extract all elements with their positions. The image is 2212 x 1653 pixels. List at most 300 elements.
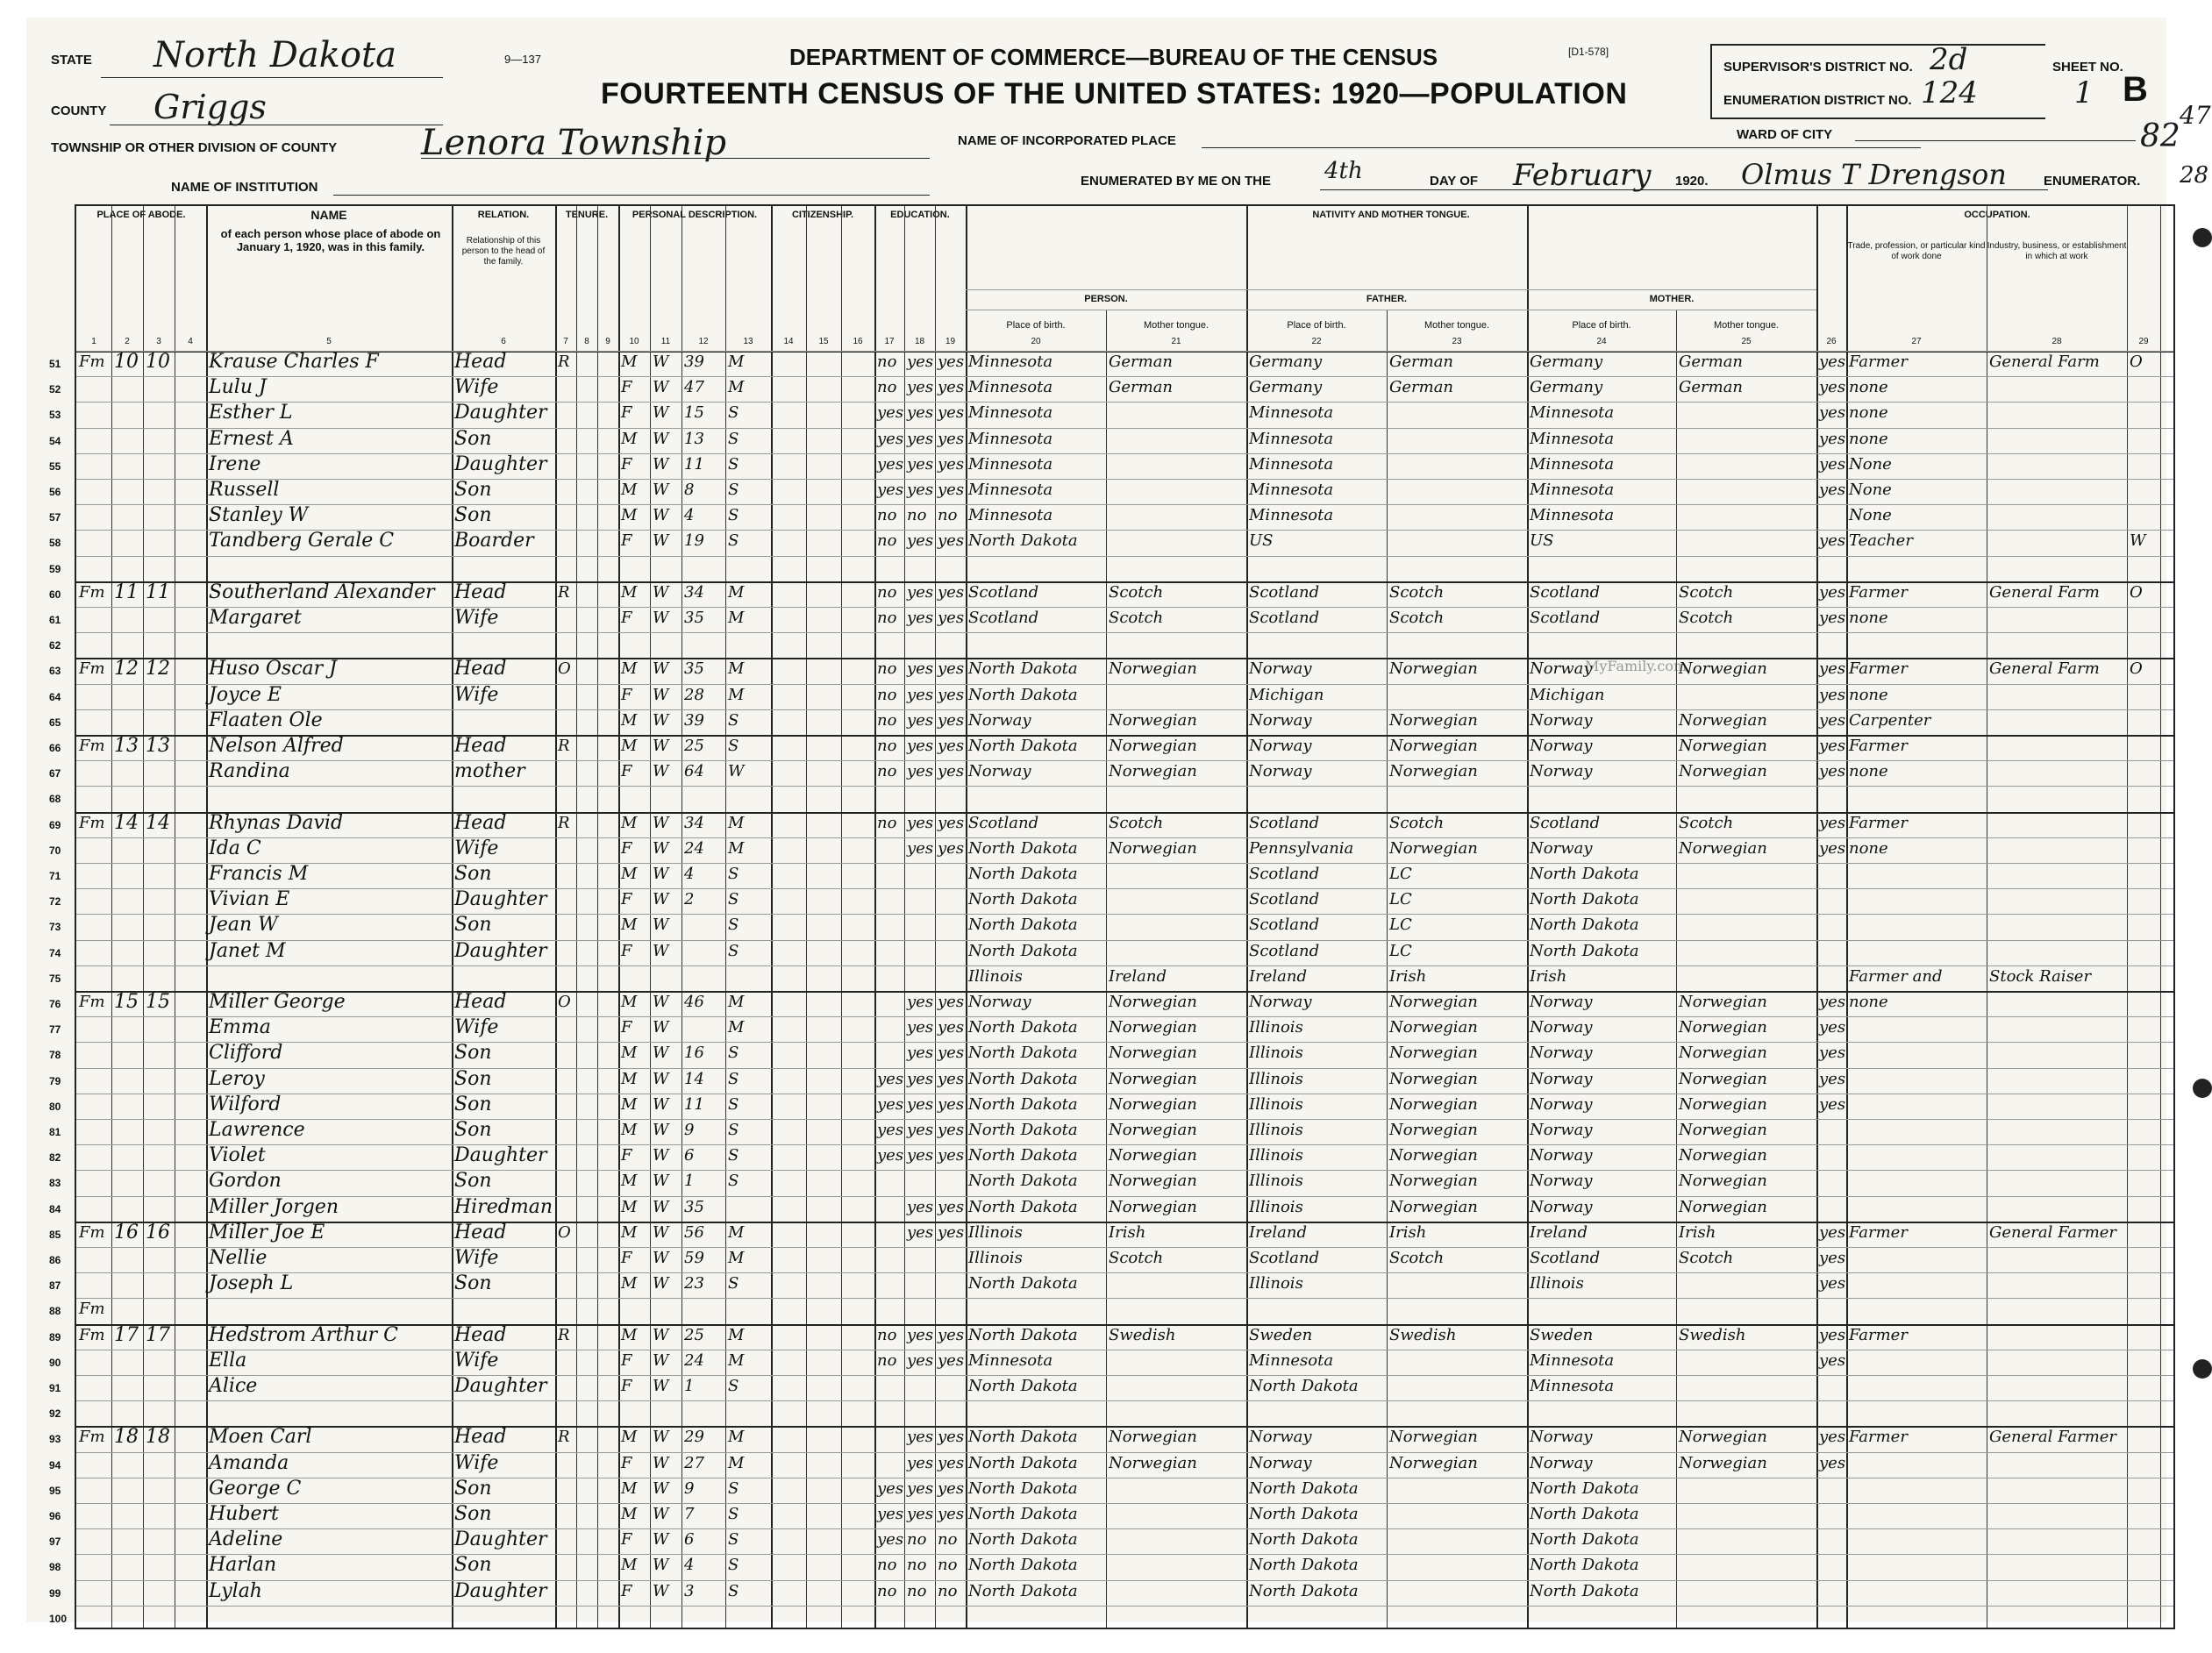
cell-fam [146, 1527, 174, 1553]
cell-mtongue: Scotch [1679, 1249, 1734, 1267]
cell-cls [2130, 964, 2159, 990]
cell-name: Rhynas David [209, 811, 344, 834]
cell-rel: Daughter [454, 452, 547, 475]
cell-mtongue: Norwegian [1679, 1121, 1767, 1139]
cell-ftongue [1389, 554, 1526, 581]
cell-tongue: Scotch [1109, 582, 1164, 602]
line-number: 88 [49, 1305, 61, 1318]
cell-tongue: Norwegian [1109, 737, 1197, 755]
cell-sch [877, 1399, 903, 1425]
cell-trade [1849, 1040, 1986, 1066]
cell-trade [1849, 1066, 1986, 1093]
cell-mtongue [1679, 1373, 1816, 1400]
cell-race [653, 1399, 681, 1425]
cell-ftongue: German [1389, 353, 1454, 371]
line-number: 60 [49, 588, 61, 601]
cell-mbirth: Minnesota [1530, 429, 1615, 448]
cell-trade: None [1849, 481, 1892, 499]
cell-abode [79, 1015, 111, 1041]
cell-mtongue: Swedish [1679, 1325, 1746, 1344]
cell-mtongue [1679, 938, 1816, 965]
cell-mar: S [728, 1530, 739, 1550]
group-tenure: TENURE. [565, 210, 609, 220]
cell-race: W [653, 1146, 669, 1165]
cell-read: yes [907, 762, 934, 781]
cell-sp: yes [1819, 1249, 1846, 1267]
cell-age: 9 [684, 1478, 695, 1498]
cell-sex: M [621, 1222, 638, 1242]
cell-sp: yes [1819, 531, 1846, 551]
cell-sch [877, 989, 903, 1015]
cell-ind [1989, 477, 2126, 503]
cell-race: W [653, 1556, 669, 1575]
cell-age: 35 [684, 1197, 704, 1216]
cell-trade: Farmer [1849, 353, 1908, 371]
cell-rel: Daughter [454, 888, 547, 911]
cell-mar: S [728, 1581, 739, 1600]
cell-cls [2130, 759, 2159, 785]
cell-birth: North Dakota [968, 1505, 1078, 1523]
cell-mar: S [728, 916, 739, 935]
cell-ftongue: Norwegian [1389, 1453, 1478, 1472]
cell-cls [2130, 1373, 2159, 1400]
cell-sex: M [621, 1069, 638, 1088]
cell-fbirth: Ireland [1249, 1222, 1307, 1242]
cell-fam [146, 1066, 174, 1093]
cell-fam: 17 [146, 1323, 170, 1346]
cell-rel: Son [454, 427, 492, 450]
incorporated-label: NAME OF INCORPORATED PLACE [958, 133, 1176, 148]
cell-abode: Fm [79, 353, 105, 371]
cell-dwell [114, 1348, 142, 1374]
state-value: North Dakota [153, 35, 396, 75]
cell-cls [2130, 836, 2159, 862]
cell-write: yes [938, 1478, 965, 1498]
cell-rel: Son [454, 1067, 492, 1090]
cell-cls [2130, 477, 2159, 503]
cell-mtongue: Scotch [1679, 813, 1734, 832]
cell-fbirth: North Dakota [1249, 1581, 1359, 1600]
cell-sex: F [621, 1453, 632, 1472]
binding-hole [2193, 1079, 2212, 1098]
cell-ind [1989, 1143, 2126, 1169]
cell-fam [146, 1143, 174, 1169]
cell-write: yes [938, 1222, 965, 1242]
cell-birth: North Dakota [968, 1044, 1078, 1063]
cell-cls [2130, 631, 2159, 657]
cell-abode: Fm [79, 1428, 105, 1447]
cell-write: yes [938, 1018, 965, 1037]
cell-fam [146, 1194, 174, 1221]
cell-abode [79, 1245, 111, 1272]
cell-mar: W [728, 762, 745, 781]
cell-fbirth [1249, 1296, 1386, 1322]
cell-sex: M [621, 865, 638, 883]
cell-race: W [653, 1249, 669, 1267]
cell-birth: North Dakota [968, 737, 1078, 755]
cell-sp [1819, 1117, 1845, 1144]
cell-birth [968, 1399, 1105, 1425]
cell-mtongue [1679, 887, 1816, 913]
cell-sex: F [621, 403, 632, 423]
cell-name: Leroy [209, 1067, 265, 1090]
cell-sex: F [621, 378, 632, 397]
cell-name: Lawrence [209, 1119, 305, 1141]
cell-mtongue [1679, 682, 1816, 709]
cell-fbirth: Illinois [1249, 1044, 1303, 1063]
cell-birth: North Dakota [968, 1172, 1078, 1191]
cell-rel: Head [454, 991, 507, 1013]
cell-rel: Boarder [454, 530, 534, 552]
cell-rel: Wife [454, 376, 499, 399]
cell-sch: no [877, 1350, 897, 1370]
cell-tongue: Norwegian [1109, 1197, 1197, 1216]
cell-write: yes [938, 1428, 965, 1447]
column-number: 21 [1171, 337, 1181, 346]
cell-tongue [1109, 1604, 1245, 1630]
cell-own [558, 708, 575, 734]
cell-fam [146, 400, 174, 426]
county-value: Griggs [153, 88, 267, 126]
cell-abode: Fm [79, 737, 105, 755]
cell-abode [79, 1552, 111, 1578]
column-divider [806, 206, 807, 1628]
cell-sch: yes [877, 429, 904, 448]
institution-line [333, 195, 930, 196]
cell-fam: 15 [146, 991, 170, 1013]
cell-sp [1819, 861, 1845, 887]
cell-ftongue: Norwegian [1389, 762, 1478, 781]
cell-mar: M [728, 813, 745, 832]
cell-mar: S [728, 506, 739, 525]
line-number: 74 [49, 946, 61, 959]
cell-trade: Farmer [1849, 582, 1908, 602]
cell-trade [1849, 1578, 1986, 1605]
cell-ftongue: Norwegian [1389, 1044, 1478, 1063]
cell-own [558, 502, 575, 529]
cell-read [907, 1271, 934, 1297]
cell-fam [146, 502, 174, 529]
cell-dwell [114, 912, 142, 938]
cell-ftongue: LC [1389, 941, 1412, 960]
cell-write: yes [938, 1121, 965, 1139]
cell-age: 46 [684, 993, 704, 1011]
cell-tongue: Irish [1109, 1222, 1146, 1242]
cell-sch: yes [877, 1478, 904, 1498]
cell-fbirth: Scotland [1249, 865, 1320, 883]
cell-mtongue: Norwegian [1679, 737, 1767, 755]
cell-name: Lylah [209, 1579, 262, 1602]
cell-name: Randina [209, 760, 290, 783]
cell-mtongue [1679, 1578, 1816, 1605]
cell-name: Irene [209, 452, 261, 475]
column-number: 1 [91, 337, 96, 346]
cell-age: 39 [684, 353, 704, 371]
cell-sex: M [621, 659, 638, 679]
column-divider [206, 206, 208, 1628]
cell-sch: yes [877, 1505, 904, 1523]
line-number: 55 [49, 460, 61, 473]
cell-fbirth: North Dakota [1249, 1478, 1359, 1498]
cell-sex [621, 1604, 649, 1630]
cell-mbirth: North Dakota [1530, 1478, 1639, 1498]
cell-name: Tandberg Gerale C [209, 530, 395, 552]
cell-dwell [114, 426, 142, 452]
cell-cls [2130, 1322, 2159, 1349]
cell-dwell [114, 1578, 142, 1605]
cell-sch [877, 1015, 903, 1041]
cell-age: 47 [684, 378, 704, 397]
cell-abode [79, 1501, 111, 1528]
cell-write [938, 861, 965, 887]
cell-ftongue [1389, 1348, 1526, 1374]
cell-age: 14 [684, 1069, 704, 1088]
cell-sp: yes [1819, 1018, 1846, 1037]
cell-mar: M [728, 1249, 745, 1267]
cell-mtongue [1679, 1527, 1816, 1553]
column-divider [1816, 206, 1818, 1628]
cell-sex: M [621, 429, 638, 448]
group-abode: PLACE OF ABODE. [96, 210, 186, 220]
line-number: 91 [49, 1382, 61, 1394]
cell-race: W [653, 1505, 669, 1523]
nativity-head-line [966, 289, 1816, 290]
enumerator-label: ENUMERATOR. [2044, 174, 2141, 189]
cell-birth: North Dakota [968, 1018, 1078, 1037]
cell-ftongue: German [1389, 378, 1454, 397]
cell-mar: S [728, 481, 739, 499]
cell-sex: F [621, 609, 632, 627]
cell-sch: yes [877, 1094, 904, 1114]
cell-age: 2 [684, 890, 695, 909]
cell-sch: no [877, 685, 897, 704]
cell-mbirth: Norway [1530, 1044, 1593, 1063]
cell-mar: M [728, 378, 745, 397]
cell-tongue: German [1109, 378, 1174, 397]
cell-read [907, 784, 934, 810]
cell-cls [2130, 605, 2159, 631]
cell-race: W [653, 353, 669, 371]
cell-write: yes [938, 1197, 965, 1216]
cell-abode [79, 836, 111, 862]
cell-mtongue: German [1679, 378, 1744, 397]
column-number: 23 [1452, 337, 1462, 346]
cell-mbirth: Minnesota [1530, 1377, 1615, 1395]
column-divider [143, 206, 144, 1628]
cell-trade [1849, 887, 1986, 913]
cell-name: Amanda [209, 1451, 289, 1474]
cell-birth [968, 1604, 1105, 1630]
cell-race: W [653, 1044, 669, 1063]
column-number: 7 [563, 337, 568, 346]
cell-race: W [653, 916, 669, 935]
cell-dwell [114, 1143, 142, 1169]
cell-rel: Son [454, 863, 492, 885]
cell-tongue [1109, 1578, 1245, 1605]
cell-sex: M [621, 353, 638, 371]
cell-mar: S [728, 1274, 739, 1293]
cell-ftongue: Norwegian [1389, 1121, 1478, 1139]
column-divider [618, 206, 620, 1628]
cell-mar: M [728, 1428, 745, 1447]
cell-read: yes [907, 1453, 934, 1472]
cell-fam [146, 426, 174, 452]
cell-race: W [653, 710, 669, 730]
cell-mar: S [728, 454, 739, 474]
day-of-label: DAY OF [1430, 174, 1479, 189]
cell-write [938, 1296, 965, 1322]
cell-write: yes [938, 429, 965, 448]
cell-cls [2130, 1604, 2159, 1630]
cell-mbirth: Scotland [1530, 813, 1601, 832]
cell-birth: Minnesota [968, 378, 1053, 397]
cell-sch: yes [877, 1069, 904, 1088]
cell-own [558, 452, 575, 478]
cell-cls [2130, 1143, 2159, 1169]
cell-age: 4 [684, 506, 695, 525]
cell-tongue [1109, 1501, 1245, 1528]
cell-sex [621, 554, 649, 581]
cell-sp: yes [1819, 454, 1846, 474]
cell-sp [1819, 1194, 1845, 1221]
cell-sp: yes [1819, 1069, 1846, 1088]
cell-read: yes [907, 481, 934, 499]
cell-write: yes [938, 993, 965, 1011]
cell-abode [79, 1092, 111, 1118]
column-divider [576, 206, 577, 1628]
cell-age: 59 [684, 1249, 704, 1267]
cell-dwell: 14 [114, 811, 139, 834]
column-divider [771, 206, 773, 1628]
cell-fam [146, 964, 174, 990]
cell-cls [2130, 938, 2159, 965]
cell-trade [1849, 1604, 1986, 1630]
cell-mbirth: Norway [1530, 1172, 1593, 1191]
cell-fbirth: Illinois [1249, 1018, 1303, 1037]
cell-trade: none [1849, 762, 1888, 781]
cell-sp: yes [1819, 813, 1846, 832]
cell-name [209, 964, 451, 990]
cell-read: no [907, 506, 927, 525]
cell-birth: Scotland [968, 813, 1039, 832]
cell-ind [1989, 528, 2126, 554]
cell-ind [1989, 1348, 2126, 1374]
cell-read: yes [907, 1146, 934, 1165]
cell-sp [1819, 1578, 1845, 1605]
cell-abode [79, 631, 111, 657]
cell-dwell [114, 1399, 142, 1425]
cell-mar: S [728, 890, 739, 909]
cell-age: 4 [684, 865, 695, 883]
cell-name: Huso Oscar J [209, 658, 337, 680]
cell-fbirth: Illinois [1249, 1197, 1303, 1216]
cell-fbirth: Minnesota [1249, 454, 1334, 474]
cell-mbirth: Norway [1530, 710, 1593, 730]
supervisor-label: SUPERVISOR'S DISTRICT NO. [1723, 60, 1913, 75]
column-number: 10 [629, 337, 639, 346]
column-divider [597, 206, 598, 1628]
cell-trade [1849, 1015, 1986, 1041]
cell-race: W [653, 737, 669, 755]
cell-sex: F [621, 531, 632, 551]
cell-sex: F [621, 1249, 632, 1267]
cell-fam [146, 1040, 174, 1066]
cell-own [558, 477, 575, 503]
cell-race: W [653, 762, 669, 781]
cell-age: 15 [684, 403, 704, 423]
line-number: 57 [49, 511, 61, 524]
cell-ind [1989, 1399, 2126, 1425]
cell-fbirth: Norway [1249, 1428, 1312, 1447]
cell-dwell [114, 528, 142, 554]
cell-mbirth: North Dakota [1530, 865, 1639, 883]
line-number: 63 [49, 665, 61, 678]
line-number: 62 [49, 639, 61, 652]
cell-mtongue: Norwegian [1679, 1453, 1767, 1472]
cell-mar: M [728, 659, 745, 679]
cell-race [653, 1604, 681, 1630]
cell-fbirth: North Dakota [1249, 1556, 1359, 1575]
line-number: 83 [49, 1177, 61, 1190]
cell-ind [1989, 1476, 2126, 1502]
cell-fam [146, 708, 174, 734]
cell-fbirth: Norway [1249, 1453, 1312, 1472]
group-relation: RELATION. [477, 210, 530, 220]
cell-read: yes [907, 813, 934, 832]
cell-sp [1819, 1143, 1845, 1169]
cell-sch: no [877, 659, 897, 679]
cell-name: Miller Joe E [209, 1221, 325, 1243]
cell-sex: M [621, 1325, 638, 1344]
cell-sp: yes [1819, 1094, 1846, 1114]
cell-fam [146, 836, 174, 862]
cell-write [938, 631, 965, 657]
cell-sex: F [621, 1350, 632, 1370]
cell-sex: F [621, 941, 632, 960]
enumeration-label: ENUMERATION DISTRICT NO. [1723, 93, 1912, 108]
cell-read: yes [907, 1505, 934, 1523]
line-number: 86 [49, 1254, 61, 1266]
line-number: 51 [49, 358, 61, 370]
column-number: 16 [853, 337, 863, 346]
line-number: 81 [49, 1126, 61, 1138]
column-number: 17 [884, 337, 895, 346]
cell-rel: Daughter [454, 939, 547, 962]
cell-fbirth: Minnesota [1249, 1350, 1334, 1370]
cell-ind [1989, 912, 2126, 938]
cell-read: no [907, 1530, 927, 1550]
cell-ind [1989, 554, 2126, 581]
cell-trade: Farmer [1849, 1428, 1908, 1447]
cell-ftongue: Norwegian [1389, 1069, 1478, 1088]
cell-read: yes [907, 1094, 934, 1114]
cell-ftongue: Scotch [1389, 609, 1445, 627]
cell-ind [1989, 708, 2126, 734]
cell-cls [2130, 1194, 2159, 1221]
cell-race: W [653, 609, 669, 627]
cell-fam [146, 938, 174, 965]
cell-rel: Head [454, 1426, 507, 1449]
cell-dwell [114, 1604, 142, 1630]
cell-mar: M [728, 582, 745, 602]
cell-fbirth: Pennsylvania [1249, 838, 1354, 858]
cell-write: yes [938, 710, 965, 730]
cell-mbirth: Germany [1530, 353, 1603, 371]
cell-sch [877, 1604, 903, 1630]
cell-write: yes [938, 659, 965, 679]
cell-cls [2130, 1117, 2159, 1144]
cell-abode [79, 1578, 111, 1605]
